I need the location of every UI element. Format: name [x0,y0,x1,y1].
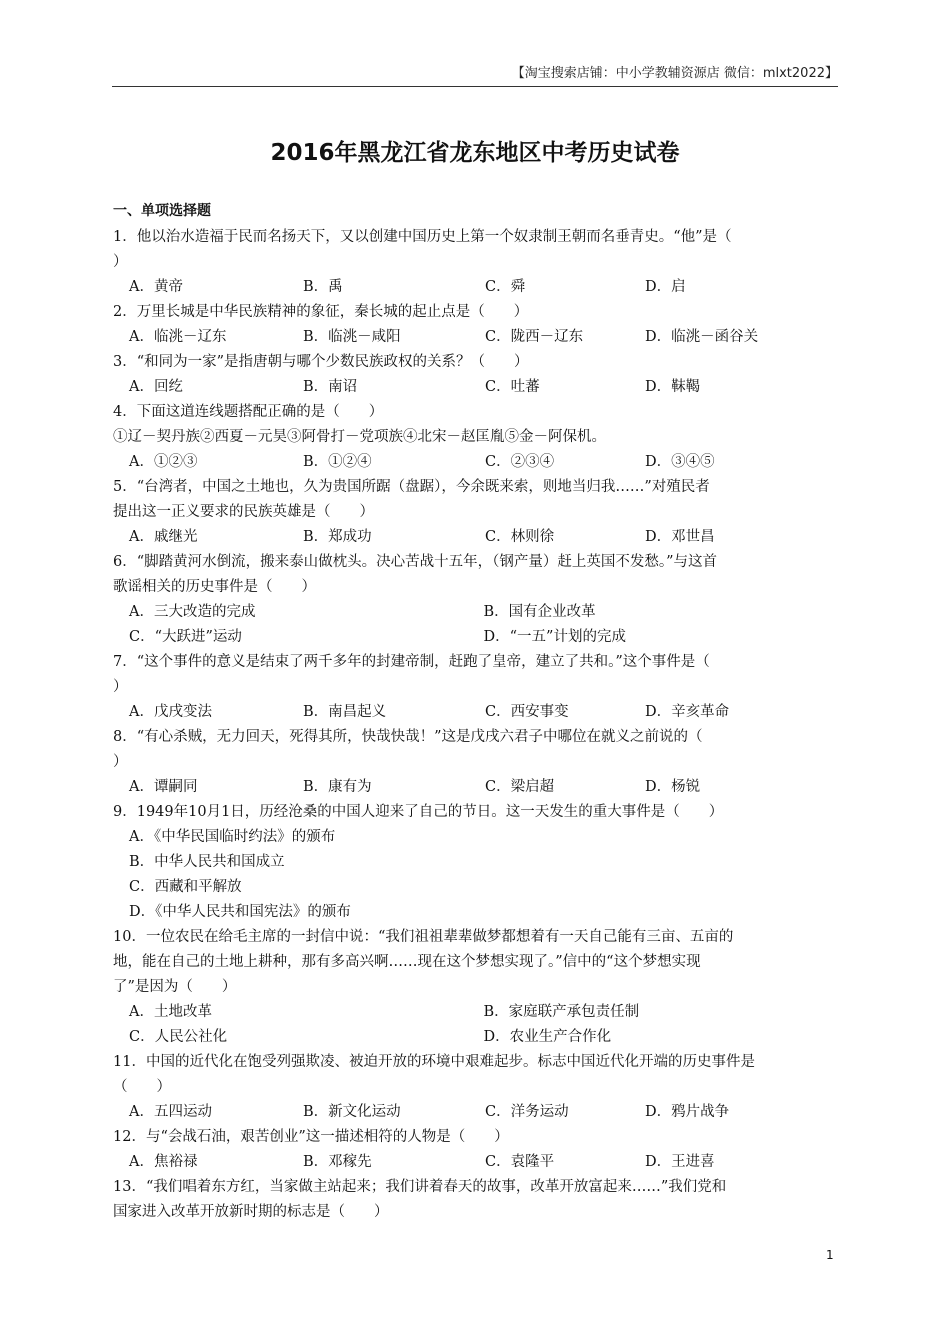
option-row [113,375,838,400]
option-a: A．黄帝 [129,279,183,295]
option-c: C．吐蕃 [485,379,540,395]
option-b: B．家庭联产承包责任制 [483,1004,640,1020]
option-row [113,1025,838,1050]
question-text: 6．“脚踏黄河水倒流，搬来泰山做枕头。决心苦战十五年，（钢产量）赶上英国不发愁。”与这首 [113,554,718,570]
option-row [113,600,838,625]
question [113,400,838,475]
page-title: 2016年黑龙江省龙东地区中考历史试卷 [270,140,680,166]
question [113,650,838,725]
option-c: C．林则徐 [485,529,555,545]
option-c: C．西藏和平解放 [129,879,242,895]
option-d: D．《中华人民共和国宪法》的颁布 [129,904,351,920]
option-b: B．①②④ [303,454,372,470]
question-text: 9．1949年10月1日，历经沧桑的中国人迎来了自己的节日。这一天发生的重大事件是（ ） [113,804,724,820]
option-a: A．临洮－辽东 [129,329,227,345]
question [113,300,838,350]
question-text: ） [113,754,128,770]
section-heading: 一、单项选择题 [113,203,211,219]
option-b: B．禹 [303,279,343,295]
option-c: C．袁隆平 [485,1154,555,1170]
question-text: 1．他以治水造福于民而名扬天下，又以创建中国历史上第一个奴隶制王朝而名垂青史。“他”是（ [113,229,732,245]
option-d: D．“一五”计划的完成 [483,629,626,645]
option-b: B．郑成功 [303,529,372,545]
question-text: 4．下面这道连线题搭配正确的是（ ） [113,404,384,420]
question-text: 提出这一正义要求的民族英雄是（ ） [113,504,374,520]
option-c: C．“大跃进”运动 [129,629,242,645]
option-a: A．谭嗣同 [129,779,198,795]
option-c: C．人民公社化 [129,1029,228,1045]
option-c: C．陇西－辽东 [485,329,584,345]
option-row [113,1000,838,1025]
question [113,1050,838,1125]
option-a: A．焦裕禄 [129,1154,198,1170]
option-d: D．启 [645,279,686,295]
option-row [113,700,838,725]
question [113,1175,838,1225]
question [113,925,838,1050]
option-b: B．中华人民共和国成立 [129,854,285,870]
option-d: D．农业生产合作化 [483,1029,612,1045]
question [113,1125,838,1175]
option-a: A．回纥 [129,379,183,395]
question-text: 10．一位农民在给毛主席的一封信中说：“我们祖祖辈辈做梦都想着有一天自己能有三亩、五亩的 [113,929,734,945]
option-c: C．②③④ [485,454,555,470]
question-text: 2．万里长城是中华民族精神的象征，秦长城的起止点是（ ） [113,304,529,320]
question-text: 5．“台湾者，中国之土地也，久为贵国所踞（盘踞），今余既来索，则地当归我……”对殖民者 [113,479,710,495]
question [113,225,838,300]
option-c: C．洋务运动 [485,1104,569,1120]
option-a: A．戊戌变法 [129,704,212,720]
option-b: B．新文化运动 [303,1104,401,1120]
question [113,800,838,925]
question-text: 了”是因为（ ） [113,979,237,995]
option-b: B．康有为 [303,779,372,795]
option-c: C．西安事变 [485,704,569,720]
option-row [113,775,838,800]
option-row [113,1150,838,1175]
option-row [113,625,838,650]
option-d: D．鸦片战争 [645,1104,730,1120]
option-b: B．南昌起义 [303,704,387,720]
option-d: D．靺鞨 [645,379,701,395]
option-d: D．邓世昌 [645,529,715,545]
option-row [113,525,838,550]
header-divider [112,86,838,87]
question-text: ） [113,679,128,695]
option-row [113,1100,838,1125]
option-c: C．舜 [485,279,526,295]
option-b: B．临洮－咸阳 [303,329,401,345]
option-a: A．五四运动 [129,1104,212,1120]
option-a: A．土地改革 [129,1004,212,1020]
question-text: ①辽－契丹族②西夏－元昊③阿骨打－党项族④北宋－赵匡胤⑤金－阿保机。 [113,429,606,445]
option-c: C．梁启超 [485,779,555,795]
page-header: 【淘宝搜索店铺：中小学教辅资源店 微信：mlxt2022】 [511,66,838,81]
option-b: B．国有企业改革 [483,604,596,620]
option-a: A．①②③ [129,454,198,470]
question-text: 歌谣相关的历史事件是（ ） [113,579,316,595]
question [113,475,838,550]
option-a: A．三大改造的完成 [129,604,256,620]
option-d: D．王进喜 [645,1154,715,1170]
option-d: D．③④⑤ [645,454,715,470]
question-text: ） [113,254,128,270]
question-text: 3．“和同为一家”是指唐朝与哪个少数民族政权的关系？（ ） [113,354,529,370]
option-row [113,275,838,300]
option-b: B．南诏 [303,379,358,395]
question-text: 13．“我们唱着东方红，当家做主站起来；我们讲着春天的故事，改革开放富起来……”我们党和 [113,1179,727,1195]
option-b: B．邓稼先 [303,1154,372,1170]
question [113,725,838,800]
question-text: 地，能在自己的土地上耕种，那有多高兴啊……现在这个梦想实现了。”信中的“这个梦想实现 [113,954,701,970]
option-d: D．辛亥革命 [645,704,730,720]
option-a: A．戚继光 [129,529,198,545]
page-number: 1 [826,1248,834,1262]
option-d: D．临洮－函谷关 [645,329,759,345]
question-text: （ ） [113,1079,171,1095]
question [113,350,838,400]
question-text: 8．“有心杀贼，无力回天，死得其所，快哉快哉！”这是戊戌六君子中哪位在就义之前说的（ [113,729,703,745]
question-body [113,198,838,1225]
question-text: 11．中国的近代化在饱受列强欺凌、被迫开放的环境中艰难起步。标志中国近代化开端的历史事件是 [113,1054,755,1070]
question-text: 7．“这个事件的意义是结束了两千多年的封建帝制，赶跑了皇帝，建立了共和。”这个事件是（ [113,654,710,670]
option-row [113,450,838,475]
question-text: 12．与“会战石油，艰苦创业”这一描述相符的人物是（ ） [113,1129,509,1145]
option-d: D．杨锐 [645,779,701,795]
option-a: A．《中华民国临时约法》的颁布 [129,829,336,845]
question-text: 国家进入改革开放新时期的标志是（ ） [113,1204,389,1220]
option-row [113,325,838,350]
question [113,550,838,650]
